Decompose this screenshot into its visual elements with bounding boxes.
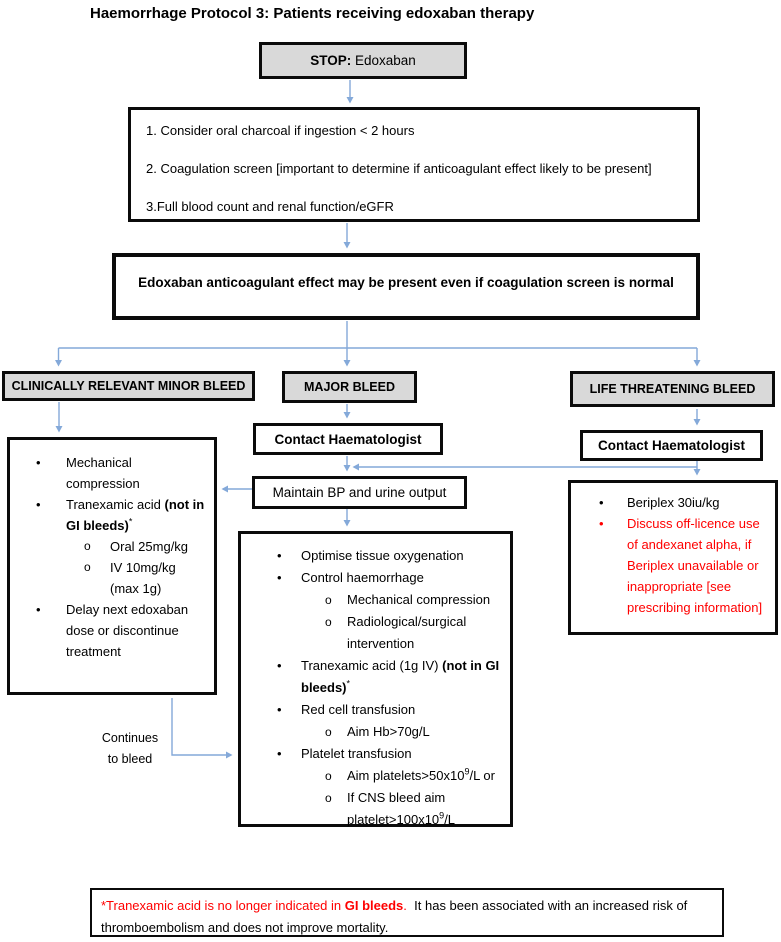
major-bleed-treatment-box xyxy=(238,531,513,827)
bullet-icon: • xyxy=(277,658,282,673)
list-item xyxy=(241,765,502,787)
list-item xyxy=(10,494,206,536)
circle-bullet-icon: o xyxy=(325,725,332,739)
major-radiological: Radiological/surgical intervention xyxy=(347,614,467,651)
warning-box: Edoxaban anticoagulant effect may be present even if coagulation screen is normal xyxy=(112,253,700,320)
minor-oral: Oral 25mg/kg xyxy=(110,539,189,554)
stop-edoxaban-box xyxy=(259,42,467,79)
arrow-continues-to-bleed xyxy=(172,698,231,755)
initial-steps-box xyxy=(128,107,700,222)
major-hb: Aim Hb>70g/L xyxy=(347,724,430,739)
major-platelet: Platelet transfusion xyxy=(301,746,412,761)
minor-iv: IV 10mg/kg (max 1g) xyxy=(110,560,176,596)
stop-label xyxy=(310,53,416,68)
header-life-threatening-bleed: LIFE THREATENING BLEED xyxy=(570,371,775,407)
minor-tranexamic-bold: (not in GI bleeds) xyxy=(66,497,205,533)
list-item xyxy=(10,557,206,599)
step-3: 3.Full blood count and renal function/eGFR xyxy=(146,199,394,214)
list-item xyxy=(10,599,206,662)
minor-tranexamic xyxy=(66,494,206,536)
circle-bullet-icon: o xyxy=(325,593,332,607)
major-plt2-pre: If CNS bleed aim platelet>100x10 xyxy=(347,790,446,827)
circle-bullet-icon: o xyxy=(84,560,91,574)
list-item xyxy=(241,589,502,611)
minor-bleed-list xyxy=(10,452,206,662)
minor-bleed-treatment-box xyxy=(7,437,217,695)
header-major-bleed: MAJOR BLEED xyxy=(282,371,417,403)
list-item xyxy=(10,452,206,494)
circle-bullet-icon: o xyxy=(325,769,332,783)
superscript-9: 9 xyxy=(464,766,470,777)
continues-to-bleed-label xyxy=(92,728,168,770)
list-item xyxy=(571,513,767,618)
superscript-9: 9 xyxy=(439,810,445,821)
minor-mechanical: Mechanical compression xyxy=(66,455,140,491)
list-item xyxy=(241,611,502,655)
bullet-icon: • xyxy=(599,495,604,510)
list-item xyxy=(571,492,767,513)
andexanet-advice: Discuss off-licence use of andexanet alpha, if Beriplex unavailable or inappropriate [see prescribing information] xyxy=(627,516,763,615)
bullet-icon: • xyxy=(36,497,41,512)
list-item xyxy=(241,567,502,589)
maintain-bp-box: Maintain BP and urine output xyxy=(252,476,467,509)
asterisk-superscript: * xyxy=(346,678,351,689)
bullet-icon: • xyxy=(36,602,41,617)
minor-delay: Delay next edoxaban dose or discontinue treatment xyxy=(66,602,189,659)
list-item xyxy=(241,655,502,699)
stop-label-bold: STOP: xyxy=(310,53,352,68)
footnote-box xyxy=(90,888,724,937)
list-item xyxy=(10,536,206,557)
list-item xyxy=(241,545,502,567)
continues-line2: to bleed xyxy=(107,752,153,766)
life-threatening-treatment-box xyxy=(568,480,778,635)
major-tranexamic xyxy=(301,655,502,699)
bullet-icon: • xyxy=(277,548,282,563)
minor-tranexamic-pre: Tranexamic acid xyxy=(66,497,165,512)
list-item xyxy=(241,787,502,831)
major-plt1-post: /L or xyxy=(469,768,495,783)
major-plt1-pre: Aim platelets>50x10 xyxy=(347,768,465,783)
footnote-black-text: It has been associated with an increased risk of thromboembolism and does not improve mortality. xyxy=(101,898,688,935)
major-bleed-list xyxy=(241,545,502,831)
major-control: Control haemorrhage xyxy=(301,570,424,585)
major-redcell: Red cell transfusion xyxy=(301,702,416,717)
list-item xyxy=(241,721,502,743)
circle-bullet-icon: o xyxy=(84,539,91,553)
list-item xyxy=(241,699,502,721)
major-cns-aim xyxy=(347,787,502,831)
step-1: 1. Consider oral charcoal if ingestion < 2 hours xyxy=(146,123,415,138)
major-mechanical: Mechanical compression xyxy=(347,592,491,607)
major-platelet-aim xyxy=(347,765,502,787)
beriplex-dose: Beriplex 30iu/kg xyxy=(627,495,720,510)
asterisk-superscript: * xyxy=(128,516,133,527)
contact-haematologist-lifethreatening: Contact Haematologist xyxy=(580,430,763,461)
major-tranexamic-pre: Tranexamic acid (1g IV) xyxy=(301,658,443,673)
footnote-red-period: . xyxy=(403,898,407,913)
footnote-red-bold: GI bleeds xyxy=(344,898,404,913)
major-tranexamic-bold: (not in GI bleeds) xyxy=(301,658,500,695)
contact-haematologist-major: Contact Haematologist xyxy=(253,423,443,455)
bullet-icon: • xyxy=(599,516,604,531)
major-optimise: Optimise tissue oxygenation xyxy=(301,548,464,563)
bullet-icon: • xyxy=(277,570,282,585)
continues-line1: Continues xyxy=(101,731,159,745)
major-plt2-post: /L xyxy=(444,812,456,827)
circle-bullet-icon: o xyxy=(325,615,332,629)
life-threatening-list xyxy=(571,492,767,618)
bullet-icon: • xyxy=(36,455,41,470)
header-clinically-relevant-minor-bleed: CLINICALLY RELEVANT MINOR BLEED xyxy=(2,371,255,401)
list-item xyxy=(241,743,502,765)
footnote-red-text: *Tranexamic acid is no longer indicated in xyxy=(101,898,345,913)
page-title: Haemorrhage Protocol 3: Patients receiving edoxaban therapy xyxy=(90,5,535,22)
circle-bullet-icon: o xyxy=(325,791,332,805)
step-2: 2. Coagulation screen [important to determine if anticoagulant effect likely to be present] xyxy=(146,161,652,176)
stop-label-rest: Edoxaban xyxy=(351,53,416,68)
bullet-icon: • xyxy=(277,702,282,717)
bullet-icon: • xyxy=(277,746,282,761)
